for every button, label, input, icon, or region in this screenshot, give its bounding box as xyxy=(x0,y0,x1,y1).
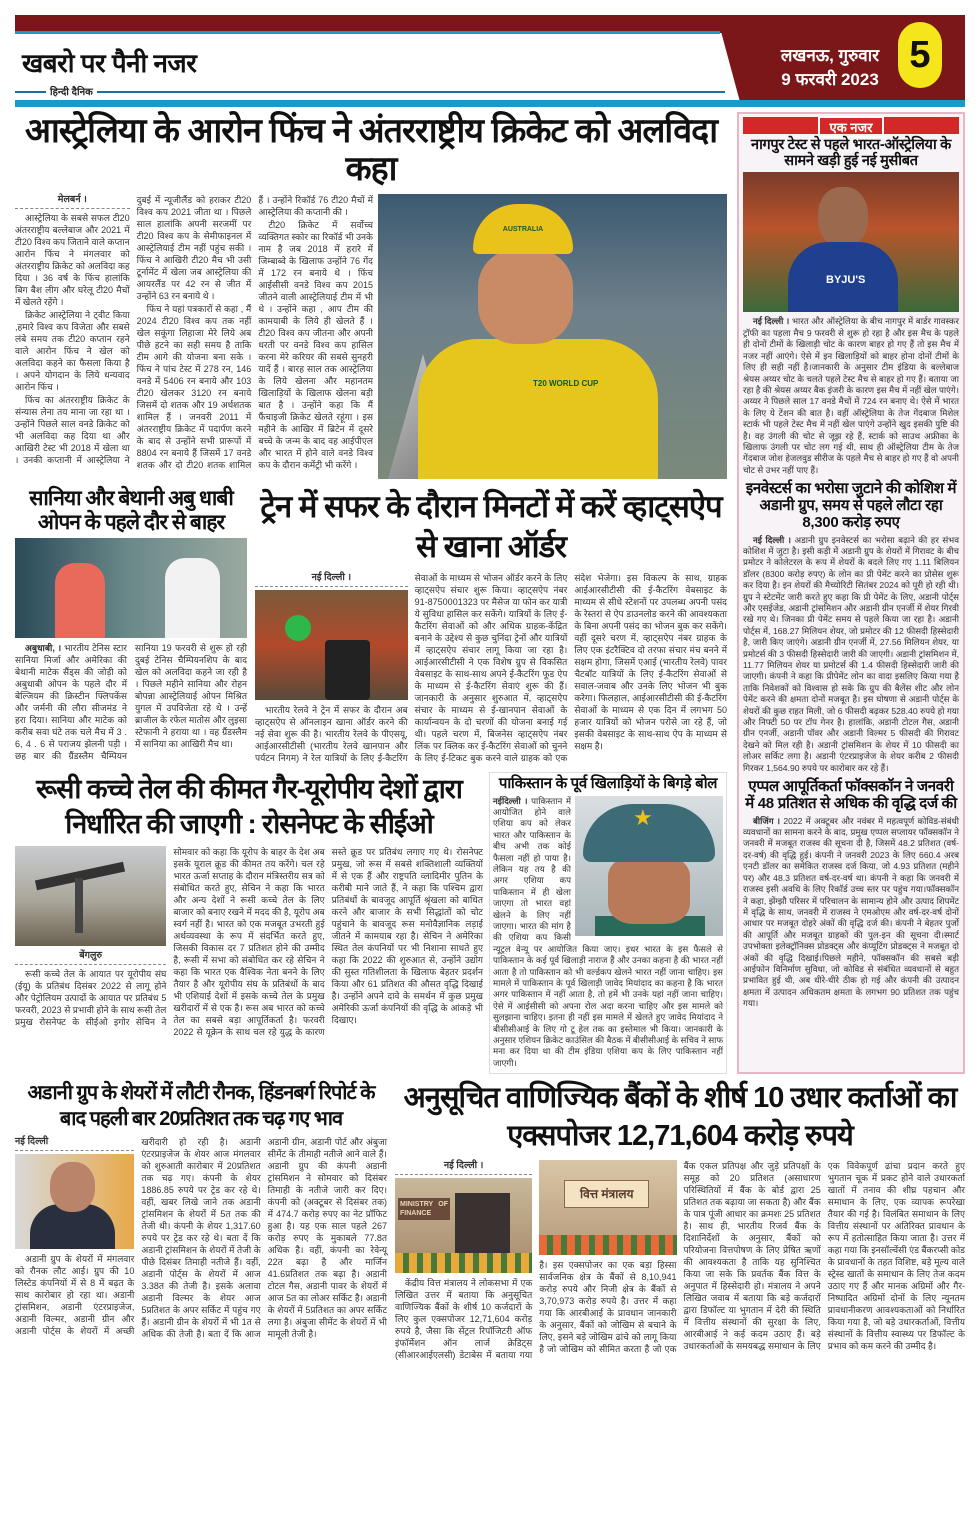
sania-article xyxy=(15,642,247,762)
russia-headline: रूसी कच्चे तेल की कीमत गैर-यूरोपीय देशों द्वारा निर्धारित की जाएगी : रोसनेफ्ट के सीईओ xyxy=(36,773,462,839)
pakistan-box xyxy=(489,772,727,1075)
jersey xyxy=(788,242,898,312)
jersey-text: T20 WORLD CUP xyxy=(533,379,599,389)
adani-side-headline: इनवेस्टर्स का भरोसा जुटाने की कोशिश में अडानी ग्रुप, समय से पहले लौटा रहा 8,300 करोड़ रुपए xyxy=(745,480,957,531)
finance-ministry-photo xyxy=(395,1178,532,1273)
gautam-adani-photo xyxy=(15,1154,134,1249)
article-body: केंद्रीय वित्त मंत्रालय ने लोकसभा में एक लिखित उत्तर में बताया कि अनुसूचित वाणिज्यिक बैंकों के शीर्ष 10 कर्जदारों के लिए कुल एक्सपोजर 12,71,604 करोड़ रुपये है, जैसा कि सेंट्रल रिपॉजिटरी ऑफ इंफॉर्मेशन ऑन लार्ज क्रेडिट्स (सीआरआईएलसी) डेटाबेस में बताया गया है। इस एक्सपोजर का एक बड़ा हिस्सा सार्वजनिक क्षेत्र के बैंकों से 8,10,941 करोड़ रुपये और निजी क्षेत्र के बैंकों से 3,70,973 करोड़ रुपये है। उत्तर में कहा गया कि आरबीआई के प्रावधान जानकारी के अनुसार, बैंकों को जोखिम से बचाने के लिए, इसने बड़े जोखिम ढांचे को लागू किया है जो जोखिम को सीमित करता है जो एक बैंक एकल प्रतिपक्ष और जुड़े प्रतिपक्षों के समूह को 20 प्रतिशत (असाधारण परिस्थितियों में बैंक के बोर्ड द्वारा 25 प्रतिशत तक बढ़ाया जा सकता है) और बैंक के पात्र पूंजी आधार का क्रमशः 25 प्रतिशत है। साथ ही, भारतीय रिजर्व बैंक के दिशानिर्देशों के अनुसार, बैंकों को परियोजना वित्तपोषण के लिए प्रेषित ऋणों की आवश्यकता है ताकि यह सुनिश्चित किया जा सके कि प्रवर्तक बैंक वित्त के अनुपात में हिस्सेदारी हो। मंत्रालय ने अपने लिखित जवाब में बताया कि बड़े कर्जदारों द्वारा डिफॉल्ट या भुगतान में देरी की स्थिति में वित्तीय संस्थानों की सुरक्षा के लिए, आरबीआई ने कई कदम उठाए हैं। बड़े उधारकर्ताओं के समयबद्ध समाधान के लिए एक विवेकपूर्ण ढांचा प्रदान करते हुए भुगतान चूक में प्रकट होने वाले उधारकर्ता खातों में तनाव की शीघ्र पहचान और समाधान के लिए, एक व्यापक रूपरेखा तैयार की गई है। विलंबित समाधान के लिए वित्तीय संस्थानों पर अतिरिक्त प्रावधान के रूप में हतोत्साहित किया जाता है। उत्तर में कहा गया कि इनसॉल्वेंसी एंड बैंकरप्सी कोड के प्रावधानों के तहत विशिष्ट, बड़े मूल्य वाले स्ट्रेस्ड खातों के समाधान के लिए तेज कदम उठाए गए हैं और मानक अग्रिमों और गैर-निष्पादित अग्रिमों दोनों के लिए न्यूनतम प्रावधानीकरण आवश्यकताओं को निर्धारित किया गया है, जो बड़े उधारकर्ताओं, वित्तीय संस्थानों के वित्तीय स्वास्थ्य पर डिफॉल्ट के प्रभाव को कम करने की उम्मीद है। xyxy=(395,1160,965,1360)
banks-headline: अनुसूचित वाणिज्यिक बैंकों के शीर्ष 10 उधार कर्ताओं का एक्सपोजर 12,71,604 करोड़ रुपये xyxy=(403,1082,957,1152)
dateline: नई दिल्ली । xyxy=(395,1160,532,1175)
foxconn-article xyxy=(743,816,959,1010)
bottom-row xyxy=(15,1080,965,1360)
face xyxy=(608,856,690,924)
main-area xyxy=(15,112,965,1074)
dateline: नई दिल्ली । xyxy=(255,572,408,587)
ministry-sign-hindi: वित्त मंत्रालय xyxy=(564,1180,649,1208)
dateline: अबुधाबी, । xyxy=(25,643,62,654)
adani-article xyxy=(15,1136,387,1340)
masthead-header xyxy=(15,15,965,107)
oil-pump-photo xyxy=(15,846,166,946)
paragraph: फिंच ने यहां पत्रकारों से कहा , मैं 2024 टी20 विश्व कप तक नहीं खेल सकूंगा लिहाजा मेरे लिये अब पीछे हटने का सही समय है ताकि टीम आगे की योजना बना सके । फिंच ने पांच टेस्ट में 278 रन, 146 वनडे में 5406 रन बनाये और 103 टी20 खेलकर 3120 रन बनाये जिसमें दो शतक और 19 अर्धशतक शामिल हैं । जनवरी 2011 में अंतरराष्ट्रीय क्रिकेट में पदार्पण करने के बाद से उन्होंने सभी प्रारूपों में 8804 रन बनाये हैं जिसमें 17 वनडे शतक और दो टी20 शतक शामिल हैं । उन्होंने रिकॉर्ड 76 टी20 मैचों में आस्ट्रेलिया की कप्तानी की । xyxy=(136,195,373,471)
train-story xyxy=(255,487,727,764)
train-headline: ट्रेन में सफर के दौरान मिनटों में करें व्हाट्सऐप से खाना ऑर्डर xyxy=(260,489,722,565)
face xyxy=(818,187,868,247)
sidebar-article xyxy=(743,316,959,476)
divider xyxy=(15,91,725,93)
foxconn-headline: एप्पल आपूर्तिकर्ता फॉक्सकॉन ने जनवरी में 48 प्रतिशत से अधिक की वृद्धि दर्ज की xyxy=(745,778,957,812)
section-label: एक नजर xyxy=(820,118,883,136)
dateline: नईदिल्ली । xyxy=(493,795,528,806)
ministry-sign: MINISTRY OF FINANCE xyxy=(398,1198,450,1220)
sania-story xyxy=(15,487,247,762)
tagline: हिन्दी दैनिक xyxy=(46,84,97,98)
article-body: रूसी कच्चे तेल के आयात पर यूरोपीय संघ (ईयू) के प्रतिबंध दिसंबर 2022 से लागू होने और पेट्रोलियम उत्पादों के आयात पर प्रतिबंध 5 फरवरी, 2023 से प्रभावी होने के साथ रूसी तेल प्रमुख रोसनेफ्ट के सीईओ इगोर सेचिन ने सोमवार को कहा कि यूरोप के बाहर के देश अब इसके यूराल क्रूड की कीमत तय करेंगे। चल रहे भारत ऊर्जा सप्ताह के दौरान मंत्रिस्तरीय सत्र को संबोधित करते हुए, सेचिन ने कहा कि भारत और अन्य देशों ने रूसी कच्चे तेल के लिए बाजार को बनाए रखने में मदद की है, यूरोप अब स्वर्ग नहीं है। भारत को एक मजबूत उभरती हुई अर्थव्यवस्था के रूप में संदर्भित करते हुए, जिसकी विकास दर 7 प्रतिशत होने की उम्मीद है, रूसी में सभा को संबोधित कर रहे सेचिन ने कहा कि भारत एक वैश्विक नेता बनने के लिए तैयार है और यूरोपीय संघ के प्रतिबंधों के बाद भी एशियाई देशों में इसके कच्चे तेल के प्रमुख खरीदारों में से एक है। रूस अब भारत को कच्चे तेल का सबसे बड़ा आपूर्तिकर्ता है। फरवरी 2022 से यूक्रेन के साथ चल रहे युद्ध के कारण सस्ते क्रूड पर प्रतिबंध लगाए गए थे। रोसनेफ्ट प्रमुख, जो रूस में सबसे शक्तिशाली व्यक्तियों में से एक हैं और राष्ट्रपति व्लादिमीर पुतिन के करीबी माने जाते हैं, ने कहा कि पश्चिम द्वारा प्रतिबंधों के बावजूद आपूर्ति श्रृंखला को बाधित करने और बाजार के सभी सिद्धांतों को चोट पहुंचाने के बावजूद रूस मनोवैज्ञानिक लड़ाई जीतने में कामयाब रहा है। सेचिन ने अमेरिका स्थित तेल कंपनियों पर भी निशाना साधते हुए कहा कि 2022 की शुरुआत से, उन्होंने उद्योग की सुस्त गतिशीलता के खिलाफ बेहतर प्रदर्शन किया और 61 प्रतिशत की औसत वृद्धि दिखाई है। उन्होंने अपने दावे के समर्थन में कुछ प्रमुख अमेरिकी ऊर्जा कंपनियों की वृद्धि के आंकड़े भी दिखाए। xyxy=(15,846,483,1037)
lead-headline: आस्ट्रेलिया के आरोन फिंच ने अंतरराष्ट्रीय क्रिकेट को अलविदा कहा xyxy=(24,112,718,189)
finch-story xyxy=(15,194,727,479)
banks-article xyxy=(395,1160,965,1361)
article-body: अडानी ग्रुप इनवेस्टर्स का भरोसा बढ़ाने की हर संभव कोशिश में जुटा है। इसी कड़ी में अडानी ग्रुप के शेयरों में गिरावट के बीच प्रमोटर ने कोलेटरल के रूप में शेयरों के बदले लिए गए 1.11 बिलियन डॉलर (8300 करोड़ रुपए) के लोन का प्री पेमेंट करने का प्रोसेस शुरू कर दिया है। इन शेयरों की मैच्योरिटी सितंबर 2024 को पूरी हो रही थी। ग्रुप ने स्टेटमेंट जारी करते हुए कहा कि प्री पेमेंट के लिए, अडानी पोर्ट्स और एसईजेड, अडानी ट्रांसमिशन और अडानी ग्रीन एनर्जी में शेयर गिरवी रखे गए थे। जिनका प्री पेमेंट समय से पहले किया जा रहा है। अडानी पोर्ट्स में, 168.27 मिलियन शेयर, जो प्रमोटर की 12 फीसदी हिस्सेदारी है, जारी किए जाएंगे। अडानी ग्रीन एनर्जी में, 27.56 मिलियन शेयर, या प्रमोटर्स की 3 फीसदी हिस्सेदारी जारी की जाएगी। अडानी ट्रांसमिशन में, 11.77 मिलियन शेयर या प्रमोटर्स की 1.4 फीसदी हिस्सेदारी जारी की जाएगी। कंपनी ने कहा कि प्रीपेमेंट लोन का वादा इसलिए किया गया है ताकि निवेशकों को विश्वास हो सके कि ग्रुप की बैलेंस शीट और लोन पेमेंट करने की क्षमता दोनों मजबूत है। इस घोषणा से अडानी पोर्ट्स के शेयरों की कुछ राहत मिली, जो 6 फीसदी बढ़कर 528.40 रुपये हो गया और निफ्टी 50 पर टॉप गेनर है। हालांकि, अडानी टोटल गैस, अडानी ग्रीन एनर्जी, अडानी पॉवर और अडानी विल्मर 5 फीसदी की गिरावट देखने को मिल रही है। अडानी ट्रांसमिशन के शेयर में 10 फीसदी का लोअर सर्किट लगा है। अडानी एंटरप्राइजेज के शेयर करीब 2 फीसदी गिरकर 1,564.90 रुपये पर कारोबार कर रहे हैं। xyxy=(743,534,959,773)
russia-story xyxy=(15,772,483,1038)
whatsapp-icon xyxy=(285,615,311,641)
paragraph: आस्ट्रेलिया के सबसे सफल टी20 अंतरराष्ट्रीय बल्लेबाज और 2021 में टी20 विश्व कप जिताने वाले कप्तान आरोन फिंच ने मंगलवार को अंतरराष्ट्रीय क्रिकेट को अलविदा कह दिया । 36 वर्ष के फिंच हालांकि बिग बैश लीग और घरेलू टी20 मैचों में खेलते रहेंगे । xyxy=(15,213,130,308)
sidebar-headline: नागपुर टेस्ट से पहले भारत-ऑस्ट्रेलिया के सामने खड़ी हुई नई मुसीबत xyxy=(751,137,951,170)
row-sania-train xyxy=(15,487,727,764)
paragraph: क्रिकेट आस्ट्रेलिया ने ट्वीट किया ,हमारे विश्व कप विजेता और सबसे लंबे समय तक टी20 कप्तान रहने वाले आरोन फिंच ने खेल को अलविदा कहने का फैसला किया है । अपने योगदान के लिये धन्यवाद आरोन फिंच । xyxy=(15,310,130,393)
phone xyxy=(325,640,370,700)
adani-story xyxy=(15,1080,387,1340)
sania-photo xyxy=(15,538,247,638)
divider xyxy=(15,31,720,34)
vitt-mantralay-photo xyxy=(539,1160,676,1255)
article-body: अडानी ग्रुप के शेयरों में मंगलवार को रौनक लौट आई। ग्रुप की 10 लिस्टेड कंपनियों में से 8 में बढ़त के साथ कारोबार हो रहा था। अडानी ट्रांसमिशन, अडानी एंटरप्राइजेज, अडानी विल्मर, अडानी ग्रीन और अडानी पोर्ट्स के शेयरों में अच्छी खरीदारी हो रही है। अडानी एंटरप्राइजेज के शेयर आज मंगलवार को शुरुआती कारोबार में 20प्रतिशत तक चढ़ गए। कंपनी के शेयर 1886.85 रुपये पर ट्रेड कर रहे थे। वहीं, खबर लिखे जाने तक अडानी ट्रांसमिशन के शेयरों में 5त तक की तेजी थी। कंपनी के शेयर 1,317.60 रुपये पर ट्रेड कर रहे थे। बता दें कि अडानी ट्रांसमिशन के शेयरों में तेजी के पीछे दिसंबर तिमाही नतीजे हैं। वहीं, अडानी पोर्ट्स के शेयरों में आज 3.38त की तेजी है। इसके अलावा अडानी विल्मर के शेयर आज 5प्रतिशत के अपर सर्किट में पहुंच गए हैं। अडानी ग्रीन के शेयरों में भी 1त से अधिक की तेजी है। बता दें कि आज अडानी ग्रीन, अडानी पोर्ट और अंबुजा सीमेंट के तीमाही नतीजे आने वाले हैं। अडानी ग्रुप की कंपनी अडानी ट्रांसमिशन ने सोमवार को दिसंबर तिमाही के नतीजे जारी कर दिए। कंपनी को (अक्टूबर से दिसंबर तक) में 474.7 करोड़ रुपए का नेट प्रॉफिट हुआ है। यह एक साल पहले 267 करोड़ रुपए के मुकाबले 77.8त अधिक है। वहीं, कंपनी का रेवेन्यू 22त बढ़ा है और मार्जिन 41.6प्रतिशत तक बढ़ा है। अडानी टोटल गैस, अडानी पावर के शेयरों में आज 5त का लोअर सर्किट है। अडानी के शेयरों में 5प्रतिशत का अपर सर्किट लगा है। अंबुजा सीमेंट के शेयरों में भी मामूली तेजी है। xyxy=(15,1137,387,1340)
masthead: खबरो पर पैनी नजर xyxy=(22,48,197,78)
date: 9 फरवरी 2023 xyxy=(781,70,879,89)
dateline: नई दिल्ली । xyxy=(753,534,792,545)
paragraph: टी20 क्रिकेट में सर्वोच्च व्यक्तिगत स्कोर का रिकॉर्ड भी उनके नाम है जब 2018 में हरारे में जिम्बाब्वे के खिलाफ उन्होंने 76 गेंद में 172 रन बनाये थे । फिंच आईसीसी वनडे विश्व कप 2015 जीतने वाली आस्ट्रेलियाई टीम में भी थे । उन्होंने कहा , आप टीम की कामयाबी के लिये ही खेलते हैं । टी20 विश्व कप जीतना और अपनी धरती पर वनडे विश्व कप हासिल करना मेरे करियर की सबसे सुनहरी यादें हैं । बारह साल तक आस्ट्रेलिया के लिये खेलना और महानतम खिलाड़ियों के खिलाफ खेलना बड़ी बात है । उन्होंने कहा कि मैं फैंचाइजी क्रिकेट खेलते रहूंगा । इस महीने के आखिर में ब्रिटेन में दूसरे बच्चे के जन्म के बाद वह आईपीएल और भारत में होने वाले वनडे विश्व कप के दौरान कमेंट्री भी करेंगे । xyxy=(258,220,373,471)
train-whatsapp-photo xyxy=(255,590,408,700)
flower-pots xyxy=(395,1253,532,1273)
train-article xyxy=(255,572,727,764)
flower-pots xyxy=(539,1235,676,1255)
page-number: 5 xyxy=(898,22,942,88)
banks-story xyxy=(395,1080,965,1360)
sania-headline: सानिया और बेथानी अबु धाबी ओपन के पहले दौर से बाहर xyxy=(29,487,233,534)
finch-article xyxy=(15,194,373,471)
row-russia-pakistan xyxy=(15,772,727,1075)
player xyxy=(55,563,105,638)
russia-article xyxy=(15,846,483,1038)
finch-photo xyxy=(378,194,727,479)
player xyxy=(165,558,220,638)
dateline: नई दिल्ली xyxy=(15,1136,134,1151)
paragraph: फिंच का अंतरराष्ट्रीय क्रिकेट के संन्यास लेना तय माना जा रहा था । उन्होंने पिछले साल वनडे क्रिकेट को भी अलविदा कह दिया था और आखिरी टेस्ट भी 2018 में खेला था । उनकी कप्तानी में आस्ट्रेलिया ने दुबई में न्यूजीलैंड को हराकर टी20 विश्व कप 2021 जीता था । पिछले साल हालांकि अपनी सरजमीं पर टी20 विश्व कप के सेमीफाइनल में आस्ट्रेलियाई टीम नहीं पहुंच सकी । फिंच ने आखिरी टी20 मैच भी उसी टूर्नामेंट में खेला जब आस्ट्रेलिया की आयरलैंड पर 42 रन से जीत में उन्होंने 63 रन बनाये थे । xyxy=(15,195,252,466)
star-icon: ★ xyxy=(633,804,653,830)
player-photo xyxy=(743,172,959,312)
left-content xyxy=(15,112,727,1074)
pakistan-article xyxy=(493,796,723,1070)
city-day: लखनऊ, गुरुवार xyxy=(780,46,880,65)
article-body: 2022 में अक्टूबर और नवंबर में महत्वपूर्ण कोविड-संबंधी व्यवधानों का सामना करने के बाद, प्रमुख एप्पल सप्लायर फॉक्सकॉन ने जनवरी में मजबूत राजस्व की सूचना दी है, जिसमें 48.2 प्रतिशत (वर्ष-दर-वर्ष) की वृद्धि हुई। कंपनी ने जनवरी 2023 के लिए 660.4 अरब एनटी डॉलर का समेकित राजस्व दर्ज किया, जो 4.93 प्रतिशत (महीने पर) और 48.3 प्रतिशत वर्ष-दर-वर्ष था। कंपनी ने कहा कि जनवरी में राजस्व इसी अवधि के लिए रिकॉर्ड उच्च स्तर पर पहुंच गया।फॉक्सकॉन ने कहा, झेंग्झौ परिसर में परिचालन के सामान्य होने और उत्पाद शिपमेंट में वृद्धि के साथ, जनवरी में राजस्व ने एमओएम और वर्ष-दर-वर्ष दोनों आधार पर मजबूत दोहरे अंकों की वृद्धि दर्ज की। कंपनी ने बेहतर पुर्जो की आपूर्ति और मजबूत ग्राहकों की पुल-इन की सूचना दी।स्मार्ट उपभोक्ता इलेक्ट्रॉनिक्स प्रोडक्ट्स और कंप्यूटिंग प्रोडक्ट्स ने मजबूत दो अंकों की वृद्धि दिखाई।पिछले महीने, फॉक्सकॉन की सबसे बड़ी आईफोन विनिर्माण सुविधा, जो कोविड से संबंधित व्यवधानों से बहुत प्रभावित हुई थी, अब धीरे-धीरे ठीक हो गई और कंपनी की उत्पादन क्षमता में उत्पादन अधिकतम क्षमता के लगभग 90 प्रतिशत तक पहुंच गया। xyxy=(743,815,960,1009)
cap xyxy=(473,204,573,254)
sponsor-text: BYJU'S xyxy=(826,274,866,287)
pakistan-headline: पाकिस्तान के पूर्व खिलाड़ियों के बिगड़े बोल xyxy=(498,774,718,792)
miandad-photo xyxy=(575,796,723,936)
dateline: नई दिल्ली । xyxy=(753,316,790,327)
issue-date xyxy=(765,44,895,92)
sidebar-ek-nazar xyxy=(737,112,965,1074)
adani-headline: अडानी ग्रुप के शेयरों में लौटी रौनक, हिंडनबर्ग रिपोर्ट के बाद पहली बार 20प्रतिशत तक चढ़ गए भाव xyxy=(27,1082,375,1131)
face xyxy=(478,249,573,344)
face xyxy=(50,1162,95,1212)
article-body: भारतीय टेनिस स्टार सानिया मिर्जा और अमेरिका की बेथानी माटेक सैंड्स की जोड़ी को अबुधाबी ओपन के पहले दौर में बेल्जियम की क्रिस्टीन फ्लिपकेंस और जर्मनी की लौरा सीजमंड ने हरा दिया। सानिया और माटेक को करीब सवा घंटे तक चले मैच में 3 . 6, 4 . 6 से पराजय झेलनी पड़ी । छह बार की ग्रैंडस्लैम चैम्पियन सानिया 19 फरवरी से शुरू हो रही दुबई टेनिस चैम्पियनशिप के बाद खेल को अलविदा कहने जा रही है । पिछले महीने सानिया और रोहन बोपन्ना आस्ट्रेलियाई ओपन मिश्रित युगल में उपविजेता रहे थे । उन्हें ब्राजील के रफेल मातोस और लुइसा स्टेफानी ने हराया था । वह ग्रैंडस्लैम में सानिया का आखिरी मैच था। xyxy=(15,643,247,762)
pump-post xyxy=(75,878,83,933)
adani-side-article xyxy=(743,535,959,775)
dateline: बीजिंग । xyxy=(753,815,781,826)
jersey xyxy=(418,339,658,479)
cap-text: AUSTRALIA xyxy=(502,226,544,234)
article-body: भारतीय रेलवे ने ट्रेन में सफर के दौरान अब व्हाट्सऐप से ऑनलाइन खाना ऑर्डर करने की नई सेवा शुरू की है। भारतीय रेलवे के पीएसयू, आईआरसीटीसी (भारतीय रेलवे खानपान और पर्यटन निगम) ने रेल यात्रियों के लिए ई-कैटरिंग सेवाओं के माध्यम से भोजन ऑर्डर करने के लिए व्हाट्सऐप संचार शुरू किया। व्हाट्सऐप नंबर 91-8750001323 पर मैसेज या फोन कर यात्री ये सुविधा हासिल कर सकेंगे। यात्रियों के लिए ई-कैटरिंग सेवाओं को और अधिक ग्राहक-केंद्रित बनाने के उद्देश्य से कुछ चुनिंदा ट्रेनों और यात्रियों में व्हाट्सऐप संचार लागू किया जा रहा है। आईआरसीटीसी ने एक विशेष ग्रुप से विकसित वेबसाइट के साथ-साथ अपने ई-कैटरिंग फूड ऐप के माध्यम से ई-कैटरिंग सेवाएं शुरू की हैं। जानकारी के अनुसार शुरुआत में, व्हाट्सऐप संचार के माध्यम से ई-खानपान सेवाओं के कार्यान्वयन के दो चरणों की योजना बनाई गई थी। पहले चरण में, बिजनेस व्हाट्सऐप नंबर लिंक पर क्लिक कर ई-कैटरिंग सेवाओं को चुनने के लिए ई-टिकट बुक करने वाले ग्राहक को एक संदेश भेजेगा। इस विकल्प के साथ, ग्राहक आईआरसीटीसी की ई-कैटरिंग वेबसाइट के माध्यम से सीधे स्टेशनों पर उपलब्ध अपनी पसंद के रेस्तरां से ऐप डाउनलोड करने की आवश्यकता के बिना अपनी पसंद का भोजन बुक कर सकेंगे। वहीं दूसरे चरण में, व्हाट्सऐप नंबर ग्राहक के लिए एक इंटरैक्टिव दो तरफा संचार मंच बनने में सक्षम होगा, जिसमें एआई (भारतीय रेलवे) पावर चैटबॉट यात्रियों के लिए ई-कैटरिंग सेवाओं से सवाल-जवाब और उनके लिए भोजन भी बुक करेगा। फिलहाल, आईआरसीटीसी की ई-कैटरिंग सेवाओं के माध्यम से एक दिन में लगभग 50 हजार यात्रियों को भोजन परोसे जा रहे हैं, जो इसकी वेबसाइट के साथ-साथ ऐप के माध्यम से सक्षम है। xyxy=(255,572,727,763)
section-label-bar xyxy=(743,117,959,134)
article-body: पाकिस्तान में आयोजित होने वाले एशिया कप को लेकर भारत और पाकिस्तान के बीच अभी तक कोई फैसला नहीं हो पाया है। लेकिन यह तय है की अगर एशिया कप पाकिस्तान में ही खेला जाएगा तो भारत वहां खेलने के लिए नहीं जाएगा। भारत की मांग है की एशिया कप किसी न्यूट्रल वेन्यू पर आयोजित किया जाए। इधर भारत के इस फैसले से पाकिस्तान के कई पूर्व खिलाड़ी नाराज हैं और उनका कहना है की भारत नहीं आता है तो पाकिस्तान को भी वर्ल्डकप खेलने भारत नहीं जाना चाहिए। इस मामले में पाकिस्तान के पूर्व खिलाड़ी जावेद मियांदाद का कहना है कि भारत अगर पाकिस्तान में नहीं आता है, तो हमें भी उनके यहां नहीं जाना चाहिए। ऐसे में आईसीसी को अपना रोल अदा करना चाहिए और इस मामले को सुलझाना चाहिए। इतना ही नहीं इस मामले में खेलते हुए जावेद मियांदाद ने बीसीसीआई के लिए गो टू हेल तक का इस्तेमाल भी किया। जानकारी के अनुसार एशियन क्रिकेट काउंसिल की बैठक में बीसीसीआई के सचिव ने साफ मना कर दिया था की टीम इंडिया एशिया कप के लिए पाकिस्तान नहीं जाएगी। xyxy=(493,795,723,1068)
dateline: मेलबर्न । xyxy=(15,194,130,209)
dateline: बेंगलुरु xyxy=(15,846,166,965)
divider xyxy=(15,100,965,107)
article-body: भारत और ऑस्ट्रेलिया के बीच नागपुर में बार्डर गावस्कर ट्रॉफी का पहला मैच 9 फरवरी से शुरू हो रहा है और इस मैच के पहले ही दोनों टीमों के खिलाड़ी चोट के कारण बाहर हो गए हैं तो इस मैच में नजर नहीं आएंगे। ऐसे में इन खिलाड़ियों को बाहर होना दोनों टीमों के लिए ही सही नहीं है।जानकारी के अनुसार टीम इंडिया के बल्लेबाज श्रेयस अय्यर चोट के चलते पहले टेस्ट मैच से बाहर हो गए हैं। बताया जा रहा है की श्रेयस अय्यर बैक इंजरी के कारण इस मैच में नहीं खेल पाएंगे। अय्यर ने पिछले साल 17 वनडे मैचों में 724 रन बनाए थे। ऐसे में भारत के लिए ये टेंशन की बात है। वहीं ऑस्ट्रेलिया के तेज गेंदबाज मिशेल स्टार्क भी पहले टेस्ट मैच में नहीं खेल पाएंगे उन्होंने खुद इसकी पुष्टि की है। वह उंगली की चोट से जूझ रहे हैं, स्टार्क को साउथ अफ्रीका के खिलाफ उंगली पर चोट लग गई थी, साथ ही ऑस्ट्रेलिया टीम के तेज गेंदबाज जोश हेजलवुड सीरीज के पहले मैच से बाहर हो गए हैं वो अपनी चोट से उभर नहीं पाए हैं। xyxy=(743,316,959,475)
